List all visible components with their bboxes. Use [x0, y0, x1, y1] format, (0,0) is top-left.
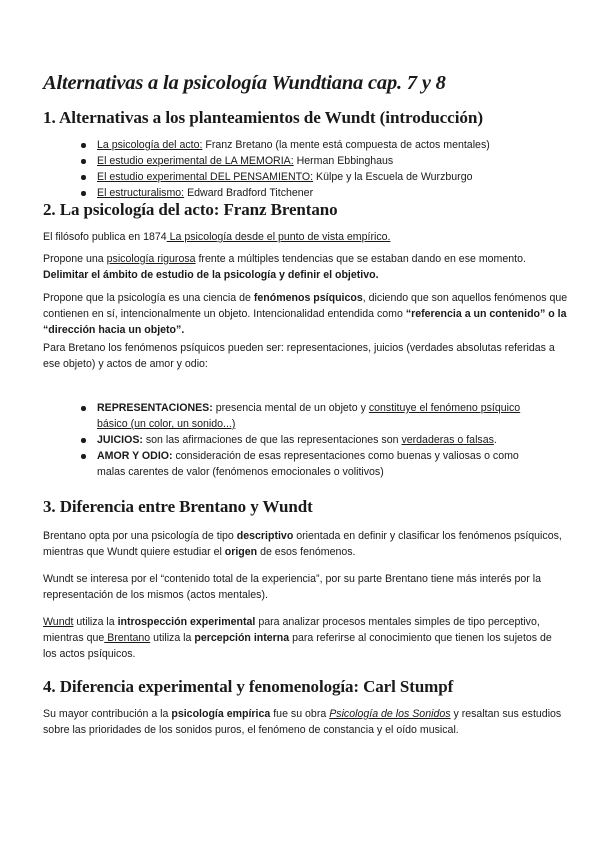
list-item	[43, 400, 568, 432]
list-item-link-text: La psicología del acto:	[97, 139, 203, 151]
bold-text: Delimitar el ámbito de estudio de la psicología y definir el objetivo.	[43, 269, 379, 281]
text-run: para analizar procesos mentales simples de tipo perceptivo, mientras que	[43, 616, 540, 644]
section-2-list	[43, 400, 568, 480]
list-item-text: son las afirmaciones de que las representaciones son	[142, 434, 402, 446]
underlined-text: psicología rigurosa	[106, 253, 196, 265]
bold-text: psicología empírica	[171, 708, 271, 720]
underlined-text: Brentano	[104, 632, 151, 644]
paragraph	[43, 706, 568, 738]
bold-text: AMOR Y ODIO:	[97, 450, 173, 462]
text-run: orientada en definir y clasificar los fenómenos psíquicos, mientras que Wundt quiere estudiar el	[43, 530, 562, 558]
bold-text: fenómenos psíquicos	[253, 292, 363, 304]
underlined-text: Wundt	[43, 616, 74, 628]
list-item	[43, 137, 568, 153]
list-item	[43, 153, 568, 169]
list-item-text: Edward Bradford Titchener	[184, 187, 314, 199]
text-run: Propone que la psicología es una ciencia de	[43, 292, 254, 304]
list-item-text: Külpe y la Escuela de Wurzburgo	[313, 171, 473, 183]
list-item	[43, 432, 568, 448]
text-run: , diciendo que son aquellos fenómenos que contienen en sí, intencionalmente un objeto. Intencionalidad entendida como	[43, 292, 568, 320]
text-run: y resaltan sus estudios sobre las prioridades de los sonidos puros, el fenómeno de constancia y el oído musical.	[43, 708, 562, 736]
text-run: de esos fenómenos.	[257, 546, 356, 558]
bold-text: REPRESENTACIONES:	[97, 402, 213, 414]
paragraph	[43, 229, 568, 245]
section-1-list	[43, 137, 568, 201]
bold-text: descriptivo	[236, 530, 294, 542]
underlined-text: constituye el fenómeno psíquico básico (un color, un sonido...)	[97, 402, 521, 430]
underlined-text: verdaderas o falsas	[401, 434, 494, 446]
text-run: Propone una	[43, 253, 107, 265]
book-title-text: La psicología desde el punto de vista empírico.	[166, 231, 391, 243]
list-item-link-text: El estudio experimental de LA MEMORIA:	[97, 155, 294, 167]
bold-text: JUICIOS:	[97, 434, 143, 446]
bold-text: percepción interna	[194, 632, 290, 644]
bold-text: “referencia a un contenido” o la “dirección hacia un objeto”.	[43, 308, 567, 336]
bold-text: introspección experimental	[117, 616, 256, 628]
list-item-text: Herman Ebbinghaus	[293, 155, 394, 167]
list-item	[43, 185, 568, 201]
paragraph	[43, 614, 568, 662]
paragraph: Para Bretano los fenómenos psíquicos pueden ser: representaciones, juicios (verdades absolutas referidas a ese objeto) y actos de amor y odio:	[43, 342, 555, 370]
text-run: utiliza la	[73, 616, 118, 628]
paragraph	[43, 251, 568, 283]
list-item-text: presencia mental de un objeto y	[212, 402, 369, 414]
text-run: .	[493, 434, 497, 446]
section-1-heading: 1. Alternativas a los planteamientos de Wundt (introducción)	[43, 108, 483, 127]
section-2-heading: 2. La psicología del acto: Franz Brentano	[43, 200, 338, 219]
text-run: para referirse al conocimiento que tienen los sujetos de los actos psíquicos.	[43, 632, 552, 660]
list-item-link-text: El estudio experimental DEL PENSAMIENTO:	[97, 171, 314, 183]
section-3-heading: 3. Diferencia entre Brentano y Wundt	[43, 497, 313, 516]
text-run: Brentano opta por una psicología de tipo	[43, 530, 237, 542]
paragraph: Wundt se interesa por el “contenido total de la experiencia”, por su parte Brentano tiene más interés por la representación de los mismos (actos mentales).	[43, 573, 541, 601]
paragraph	[43, 290, 568, 338]
section-4-heading: 4. Diferencia experimental y fenomenología: Carl Stumpf	[43, 677, 454, 696]
document-title: Alternativas a la psicología Wundtiana cap. 7 y 8	[43, 72, 446, 94]
book-title-text: Psicología de los Sonidos	[329, 708, 451, 720]
text-run: frente a múltiples tendencias que se estaban dando en ese momento.	[195, 253, 526, 265]
text-run: utiliza la	[150, 632, 195, 644]
paragraph	[43, 528, 568, 560]
list-item-text: consideración de esas representaciones como buenas y valiosas o como malas carentes de valor (fenómenos emocionales o volitivos)	[97, 450, 519, 478]
list-item-link-text: El estructuralismo:	[97, 187, 185, 199]
list-item	[43, 448, 568, 480]
list-item	[43, 169, 568, 185]
text-run: El filósofo publica en 1874	[43, 231, 167, 243]
bold-text: origen	[224, 546, 258, 558]
text-run: Su mayor contribución a la	[43, 708, 172, 720]
text-run: fue su obra	[270, 708, 330, 720]
list-item-text: Franz Bretano (la mente está compuesta de actos mentales)	[202, 139, 490, 151]
